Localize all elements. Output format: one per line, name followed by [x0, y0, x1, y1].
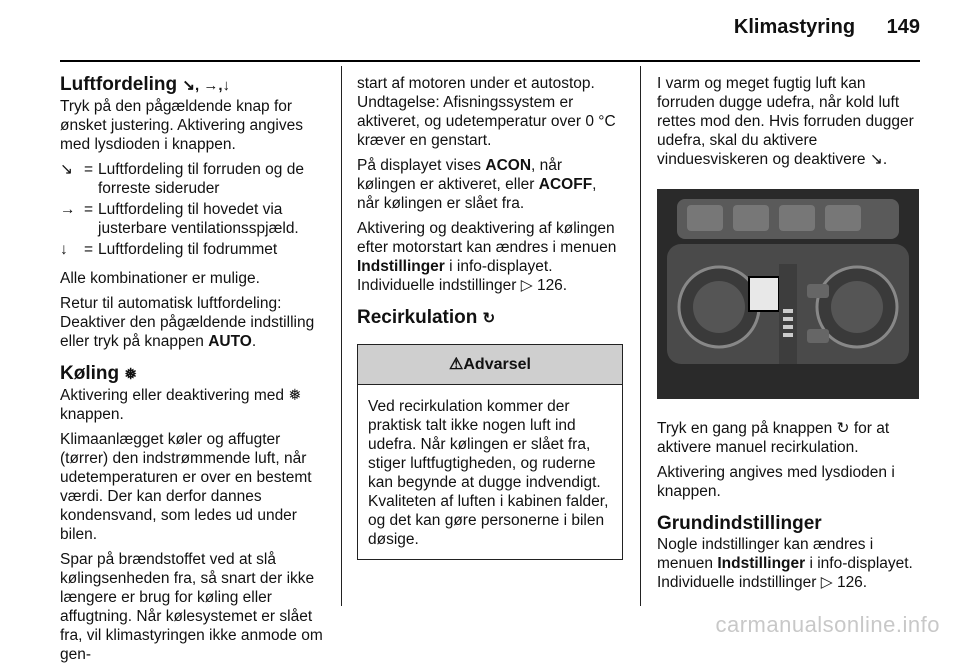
def-item: ↘ = Luftfordeling til forruden og de forreste sideruder [60, 161, 304, 197]
column-divider-1 [341, 66, 342, 606]
windscreen-air-icon: ↘ [869, 151, 883, 168]
warning-box [357, 344, 623, 560]
definition-list [60, 160, 326, 259]
page-reference: ▷ 126. [820, 574, 868, 591]
column-divider-2 [640, 66, 641, 606]
head-air-icon: → [60, 201, 76, 218]
p-autostop: start af motoren under et autostop. Undtagelse: Afisningssystem er aktiveret, og udetemperatur over 0 °C kræver en genstart. [357, 75, 616, 149]
header-rule [60, 60, 920, 62]
snowflake-icon: ❅ [124, 366, 137, 383]
column-2 [357, 74, 623, 560]
recirculation-icon: ↻ [836, 420, 850, 437]
luft-intro: Tryk på den pågældende knap for ønsket justering. Aktivering angives med lysdioden i knappen. [60, 98, 303, 153]
p-koling-3: Spar på brændstoffet ved at slå kølingsenheden fra, så snart der ikke længere er brug for køling eller affugtning. Når kølesystemet er slået fra, vil klimastyringen ikke anmode om gen- [60, 551, 323, 663]
p-menu: Aktivering og deaktivering af kølingen efter motorstart kan ændres i menuen Indstillinger i info-displayet. Individuelle indstillinger ▷ 126. [357, 220, 617, 294]
page-number: 149 [886, 16, 920, 38]
p-varm: I varm og meget fugtig luft kan forruden dugge udefra, når kold luft rettes mod den. Hvis forruden dugger udefra, skal du aktivere vinduesviskeren og deaktivere ↘. [657, 75, 914, 168]
watermark: carmanualsonline.info [715, 612, 940, 637]
heading-recirkulation: Recirkulation ↻ [357, 307, 496, 328]
recirculation-icon: ↻ [482, 310, 496, 327]
p-koling-2: Klimaanlægget køler og affugter (tørrer) den indstrømmende luft, når udetemperaturen er over en bestemt værdi. Der kan derfor dannes kondensvand, som ledes ud under bilen. [60, 431, 312, 543]
p-retur: Retur til automatisk luftfordeling: Deaktiver den pågældende indstilling eller tryk på knappen AUTO. [60, 295, 315, 350]
climate-control-photo [657, 189, 919, 399]
snowflake-icon: ❅ [288, 387, 302, 404]
footwell-air-icon: ↓ [60, 241, 68, 258]
heading-koling: Køling ❅ [60, 363, 137, 384]
p-tryk: Tryk en gang på knappen ↻ for at aktivere manuel recirkulation. [657, 420, 890, 456]
page-header [734, 16, 920, 39]
column-3 [657, 74, 923, 598]
heading-grundindstillinger: Grundindstillinger [657, 513, 822, 534]
p-aktivering: Aktivering angives med lysdioden i knappen. [657, 464, 895, 500]
p-koling-1: Aktivering eller deaktivering med ❅ knappen. [60, 387, 302, 423]
page-reference: ▷ 126. [520, 277, 568, 294]
heading-luftfordeling: Luftfordeling ↘, →,↓ [60, 74, 230, 95]
air-distribution-icons: ↘, →,↓ [182, 77, 230, 94]
def-item: ↓ = Luftfordeling til fodrummet [60, 241, 278, 258]
windscreen-air-icon: ↘ [60, 161, 73, 178]
page-title: Klimastyring [733, 16, 856, 38]
warning-title: ⚠Advarsel [358, 345, 622, 385]
warning-text: Ved recirkulation kommer der praktisk talt ikke nogen luft ind udefra. Når kølingen er slået fra, stiger luftfugtigheden, og ruderne kan begynde at dugge indvendigt. Kvaliteten af luften i kabinen falder, og det kan gøre personerne i bilen døsige. [368, 398, 609, 548]
p-acon: På displayet vises ACON, når kølingen er aktiveret, eller ACOFF, når kølingen er slået fra. [357, 157, 597, 212]
p-kombinationer: Alle kombinationer er mulige. [60, 270, 260, 287]
column-1 [60, 74, 326, 670]
def-item: → = Luftfordeling til hovedet via justerbare ventilationsspjæld. [60, 201, 299, 237]
p-grund: Nogle indstillinger kan ændres i menuen Indstillinger i info-displayet. Individuelle indstillinger ▷ 126. [657, 536, 913, 591]
